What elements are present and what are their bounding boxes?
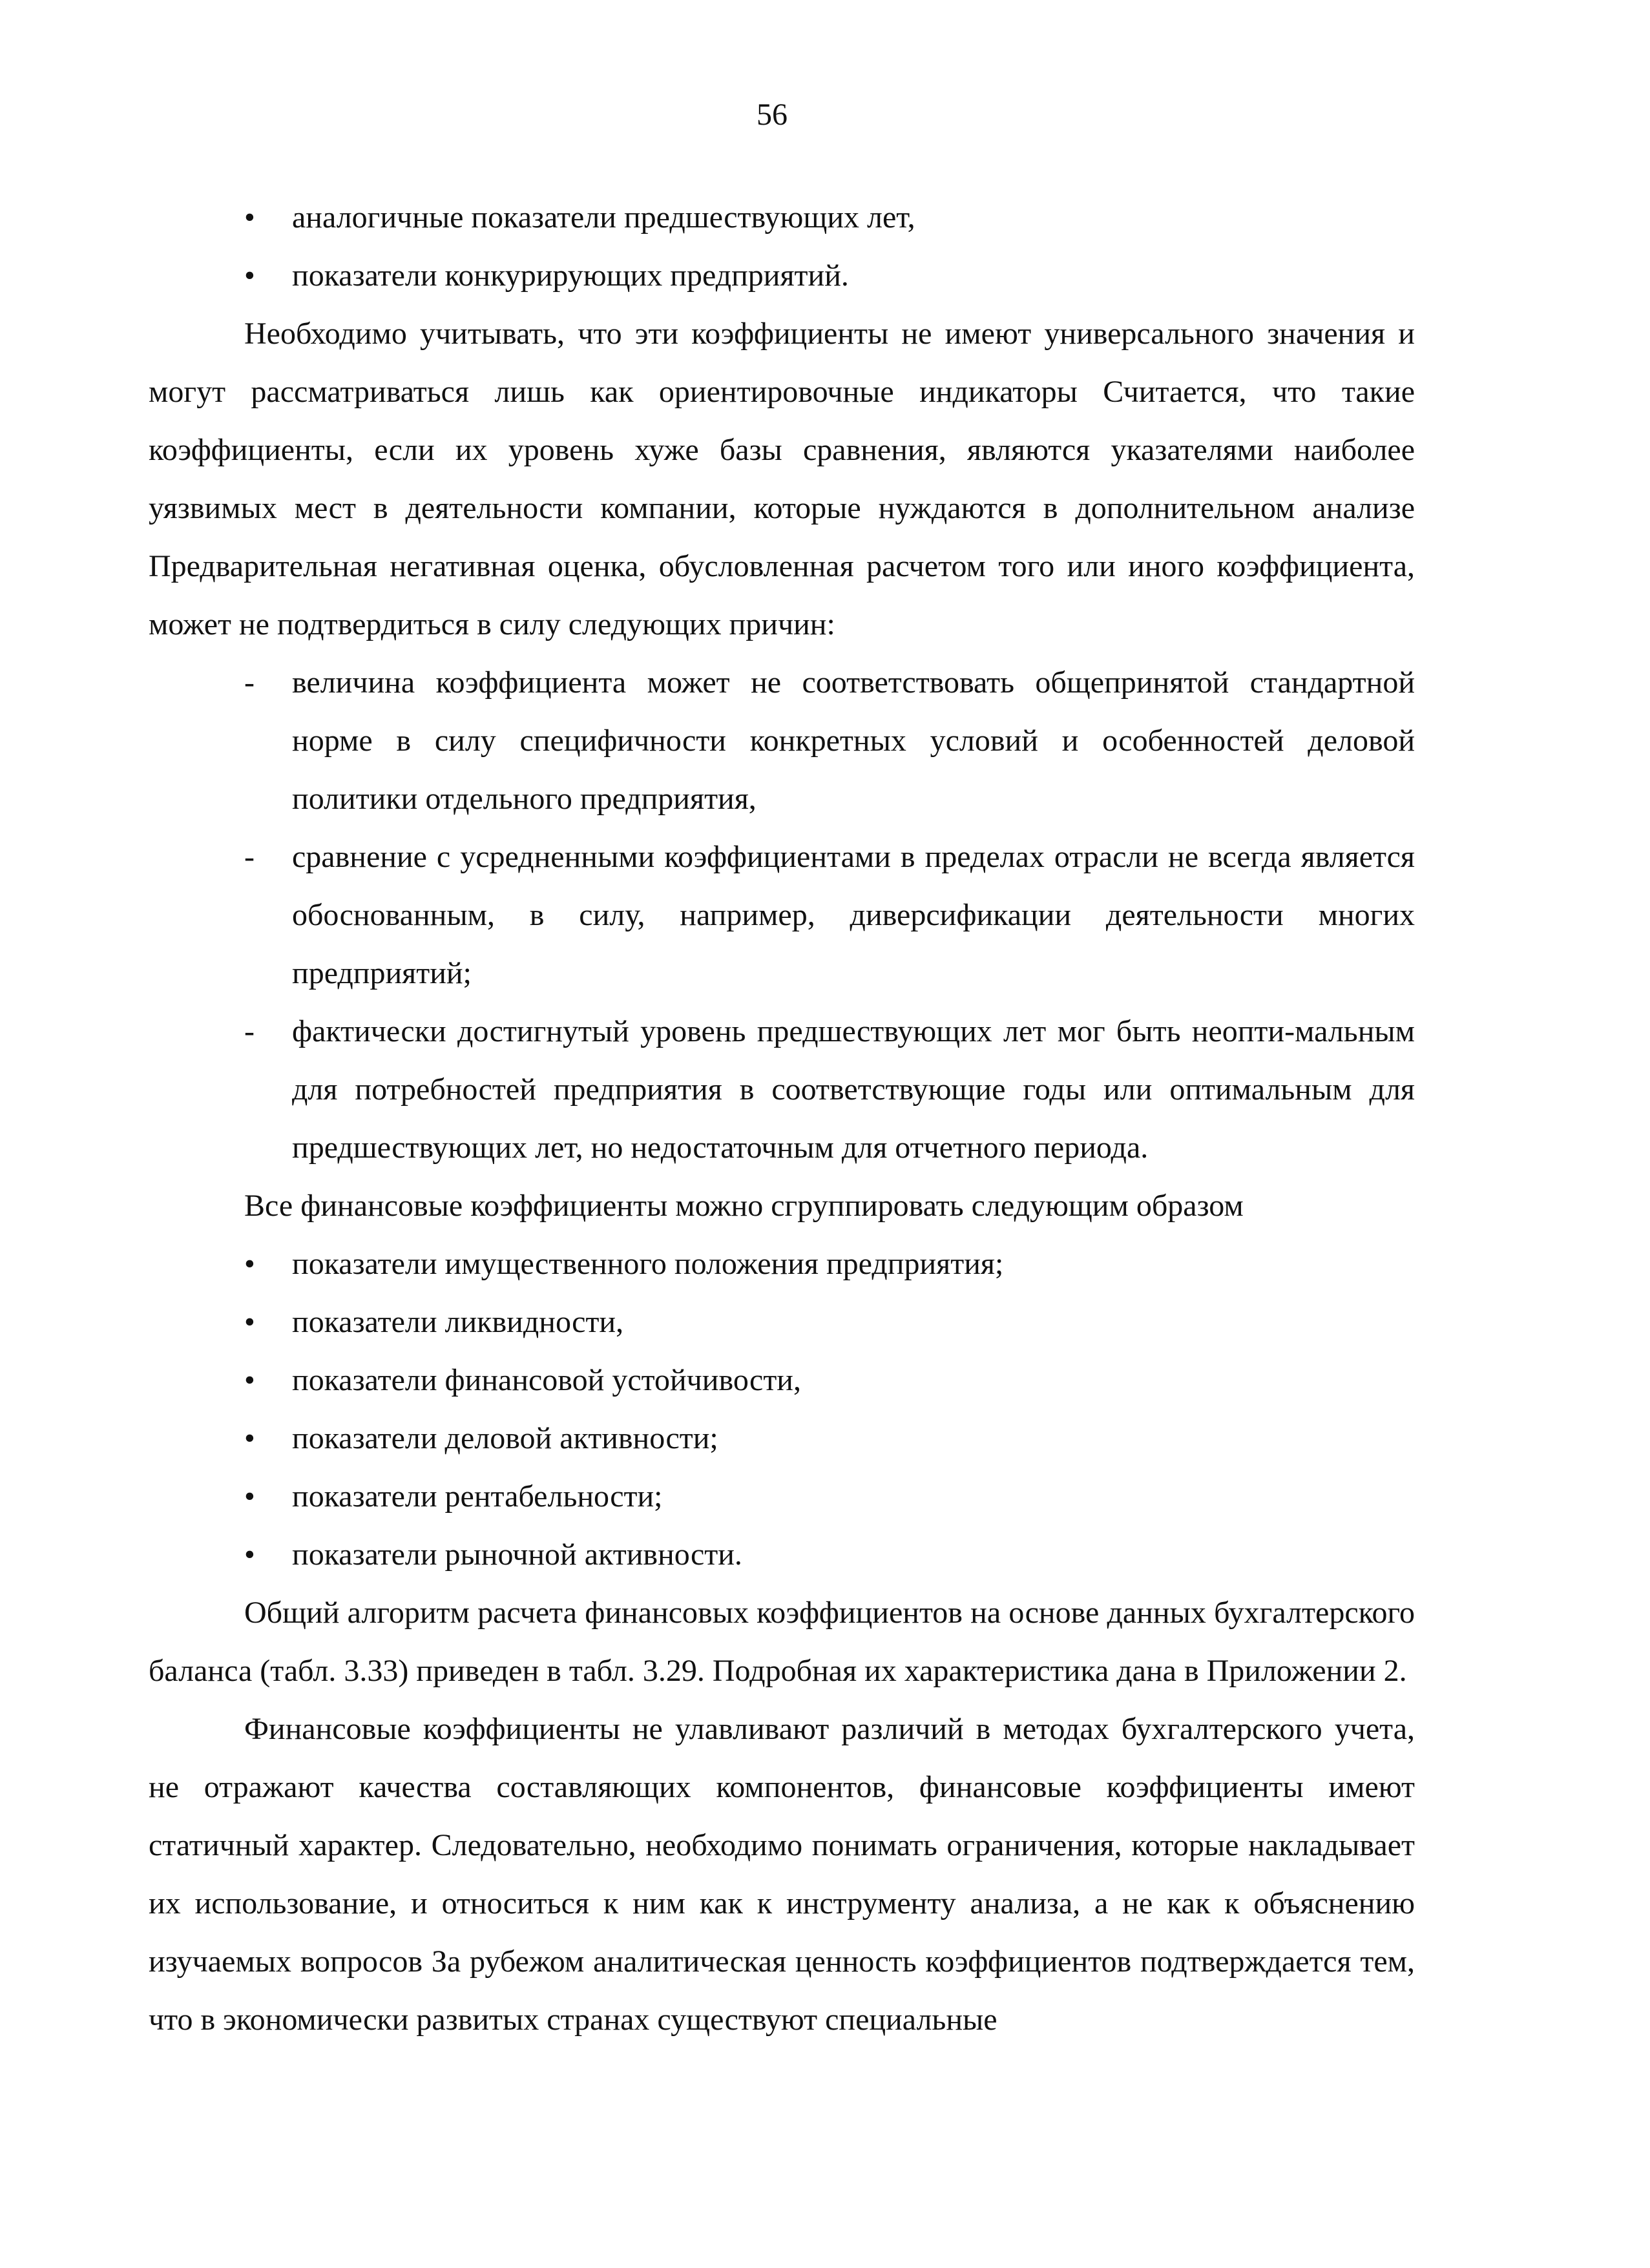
list-item: - фактически достигнутый уровень предшествующих лет мог быть неопти-мальным для потребностей предприятия в соответствующие годы или оптимальным для предшествующих лет, но недостаточным для отчетного периода. [149, 1003, 1415, 1177]
paragraph-4: Финансовые коэффициенты не улавливают различий в методах бухгалтерского учета, не отражают качества составляющих компонентов, финансовые коэффициенты имеют статичный характер. Следовательно, необходимо понимать ограничения, которые накладывает их использование, и относиться к ним как к инструменту анализа, а не как к объяснению изучаемых вопросов За рубежом аналитическая ценность коэффициентов подтверждается тем, что в экономически развитых странах существуют специальные [149, 1712, 1415, 2037]
list-item: • показатели деловой активности; [149, 1410, 1415, 1468]
page-number: 56 [757, 98, 788, 132]
paragraph-1: Необходимо учитывать, что эти коэффициенты не имеют универсального значения и могут рассматриваться лишь как ориентировочные индикаторы Считается, что такие коэффициенты, если их уровень хуже базы сравнения, являются указателями наиболее уязвимых мест в деятельности компании, которые нуждаются в дополнительном анализе Предварительная негативная оценка, обусловленная расчетом того или иного коэффициента, может не подтвердиться в силу следующих причин: [149, 317, 1415, 641]
list-item: - сравнение с усредненными коэффициентами в пределах отрасли не всегда является обоснованным, в силу, например, диверсификации деятельности многих предприятий; [149, 828, 1415, 1003]
list-item: • показатели рыночной активности. [149, 1526, 1415, 1584]
list-item: • показатели ликвидности, [149, 1293, 1415, 1351]
ratio-groups-list [149, 1235, 1415, 1584]
comparison-base-list [149, 189, 1415, 305]
list-item: • показатели имущественного положения предприятия; [149, 1235, 1415, 1293]
page-content [149, 189, 1415, 2049]
list-item: - величина коэффициента может не соответствовать общепринятой стандартной норме в силу специфичности конкретных условий и особенностей деловой политики отдельного предприятия, [149, 654, 1415, 828]
list-item: • показатели конкурирующих предприятий. [149, 247, 1415, 305]
reasons-list [149, 654, 1415, 1177]
list-item: • аналогичные показатели предшествующих лет, [149, 189, 1415, 247]
paragraph-2: Все финансовые коэффициенты можно сгруппировать следующим образом [244, 1189, 1244, 1223]
list-item: • показатели рентабельности; [149, 1468, 1415, 1526]
list-item: • показатели финансовой устойчивости, [149, 1351, 1415, 1410]
paragraph-3: Общий алгоритм расчета финансовых коэффициентов на основе данных бухгалтерского баланса (табл. 3.33) приведен в табл. 3.29. Подробная их характеристика дана в Приложении 2. [149, 1596, 1415, 1688]
